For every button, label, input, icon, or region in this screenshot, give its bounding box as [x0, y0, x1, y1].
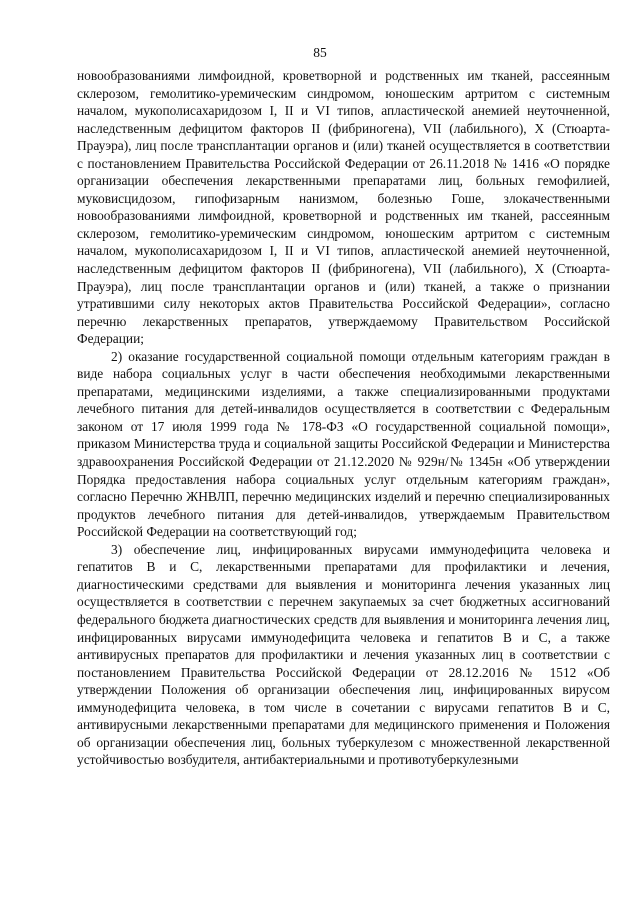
paragraph-item-3: 3) обеспечение лиц, инфицированных вирусами иммунодефицита человека и гепатитов B и C, лекарственными препаратами для профилактики и лечения, диагностическими средствами для выявления и мониторинга лечения указанных лиц осуществляется в соответствии с перечнем закупаемых за счет бюджетных ассигнований федерального бюджета диагностических средств для выявления и мониторинга лечения лиц, инфицированных вирусами иммунодефицита человека и гепатитов B и C, а также антивирусных препаратов для профилактики и лечения указанных лиц в соответствии с постановлением Правительства Российской Федерации от 28.12.2016 № 1512 «Об утверждении Положения об организации обеспечения лиц, инфицированных вирусом иммунодефицита человека, в том числе в сочетании с вирусами гепатитов B и C, антивирусными лекарственными препаратами для медицинского применения и Положения об организации обеспечения лиц, больных туберкулезом с множественной лекарственной устойчивостью возбудителя, антибактериальными и противотуберкулезными [77, 541, 610, 768]
page-number: 85 [313, 45, 327, 60]
paragraph-continuation: новообразованиями лимфоидной, кроветворной и родственных им тканей, рассеянным склерозом, гемолитико-уремическим синдромом, юношеским артритом с системным началом, мукополисахаридозом I, II и VI типов, апластической анемией неуточненной, наследственным дефицитом факторов II (фибриногена), VII (лабильного), X (Стюарта-Прауэра), лиц после трансплантации органов и (или) тканей осуществляется в соответствии с постановлением Правительства Российской Федерации от 26.11.2018 № 1416 «О порядке организации обеспечения лекарственными препаратами лиц, больных гемофилией, муковисцидозом, гипофизарным нанизмом, болезнью Гоше, злокачественными новообразованиями лимфоидной, кроветворной и родственных им тканей, рассеянным склерозом, гемолитико-уремическим синдромом, юношеским артритом с системным началом, мукополисахаридозом I, II и VI типов, апластической анемией неуточненной, наследственным дефицитом факторов II (фибриногена), VII (лабильного), X (Стюарта-Прауэра), лиц после трансплантации органов и (или) тканей, а также о признании утратившими силу некоторых актов Правительства Российской Федерации», согласно перечню лекарственных препаратов, утверждаемому Правительством Российской Федерации; [77, 68, 610, 347]
body-text [77, 67, 610, 769]
paragraph-item-2: 2) оказание государственной социальной помощи отдельным категориям граждан в виде набора социальных услуг в части обеспечения необходимыми лекарственными препаратами, медицинскими изделиями, а также специализированными продуктами лечебного питания для детей-инвалидов осуществляется в соответствии с Федеральным законом от 17 июля 1999 года № 178-ФЗ «О государственной социальной помощи», приказом Министерства труда и социальной защиты Российской Федерации и Министерства здравоохранения Российской Федерации от 21.12.2020 № 929н/№ 1345н «Об утверждении Порядка предоставления набора социальных услуг отдельным категориям граждан», согласно Перечню ЖНВЛП, перечню медицинских изделий и перечню специализированных продуктов лечебного питания для детей-инвалидов, утверждаемым Правительством Российской Федерации на соответствующий год; [77, 348, 610, 540]
